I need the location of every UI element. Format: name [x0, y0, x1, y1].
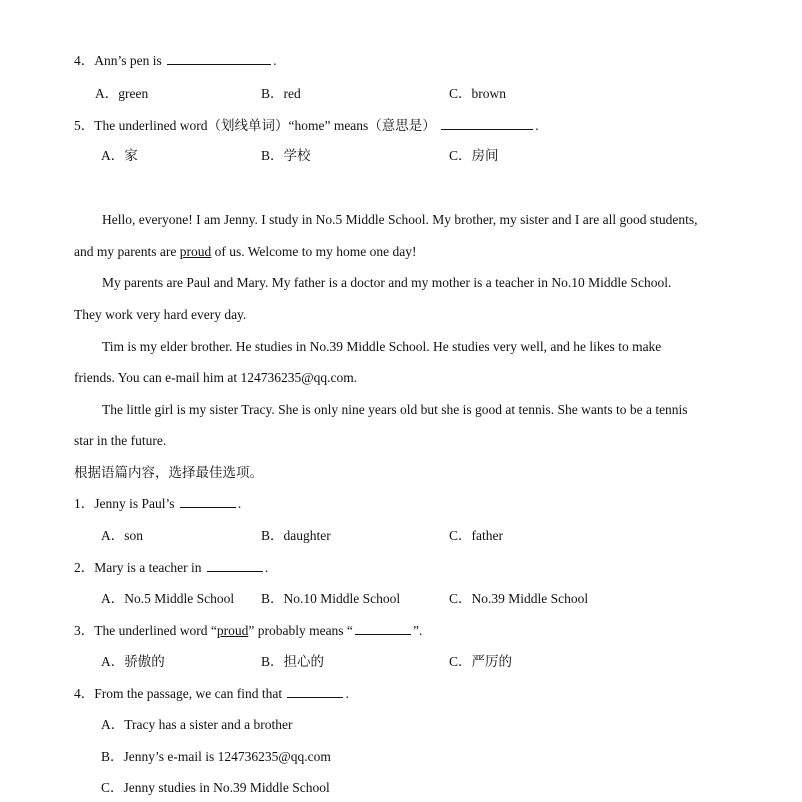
option-text: Jenny’s e-mail is 124736235@qq.com [123, 749, 331, 764]
question-end: . [264, 560, 269, 575]
underlined-word: proud [179, 244, 212, 259]
option-label: A． [101, 717, 125, 732]
answer-blank[interactable] [180, 496, 236, 508]
option-c[interactable] [449, 653, 512, 671]
option-text: 学校 [283, 148, 311, 163]
question-number: 5． [74, 118, 95, 133]
option-text: No.10 Middle School [283, 591, 401, 606]
question-text: Jenny is Paul’s [94, 496, 175, 511]
option-c[interactable] [449, 147, 499, 165]
option-c[interactable] [101, 779, 330, 797]
option-b[interactable] [261, 590, 400, 608]
option-a[interactable] [101, 716, 292, 734]
question-number: 4． [74, 686, 95, 701]
option-b[interactable] [261, 527, 331, 545]
underlined-word: proud [216, 623, 249, 638]
option-text: No.5 Middle School [124, 591, 235, 606]
option-label: A． [95, 86, 119, 101]
question-end: . [273, 53, 277, 68]
option-label: A． [101, 654, 125, 669]
answer-blank[interactable] [355, 623, 411, 635]
passage-p1-line1: Hello, everyone! I am Jenny. I study in No.5 Middle School. My brother, my sister and I are all good students, [102, 212, 698, 227]
option-text: green [118, 86, 149, 101]
option-text: daughter [283, 528, 331, 543]
question-number: 3． [74, 623, 95, 638]
option-label: C． [449, 654, 472, 669]
answer-blank[interactable] [207, 560, 263, 572]
passage-p2-line1: My parents are Paul and Mary. My father is a doctor and my mother is a teacher in No.10 Middle School. [102, 275, 672, 290]
passage-p4-line1: The little girl is my sister Tracy. She is only nine years old but she is good at tennis. She wants to be a tennis [102, 402, 688, 417]
option-c[interactable] [449, 590, 588, 608]
answer-blank[interactable] [167, 53, 271, 65]
option-label: C． [449, 148, 472, 163]
question-text: Ann’s pen is [94, 53, 162, 68]
passage-p1-line2 [74, 243, 416, 261]
question-1 [74, 495, 241, 513]
option-label: A． [101, 148, 125, 163]
option-a[interactable] [95, 85, 148, 103]
question-number: 1． [74, 496, 95, 511]
option-text: Jenny studies in No.39 Middle School [123, 780, 330, 795]
question-end: . [237, 496, 242, 511]
option-text: 骄傲的 [124, 654, 165, 669]
option-label: B． [261, 528, 284, 543]
question-number: 2． [74, 560, 95, 575]
question-text: The underlined word “ [94, 623, 217, 638]
passage-p3-line2: friends. You can e-mail him at 124736235@qq.com. [74, 370, 358, 385]
passage-p3-line1: Tim is my elder brother. He studies in No.39 Middle School. He studies very well, and he likes to make [102, 339, 662, 354]
question-text: Mary is a teacher in [94, 560, 202, 575]
option-a[interactable] [101, 653, 165, 671]
answer-blank[interactable] [441, 118, 533, 130]
option-b[interactable] [261, 85, 301, 103]
passage-p4-line2: star in the future. [74, 433, 167, 448]
option-b[interactable] [261, 653, 324, 671]
option-text: son [124, 528, 144, 543]
option-text: red [283, 86, 301, 101]
option-text: 担心的 [283, 654, 325, 669]
question-text: From the passage, we can find that [94, 686, 283, 701]
question-number: 4． [74, 53, 95, 68]
option-text: 严厉的 [471, 654, 513, 669]
option-text: father [471, 528, 503, 543]
question-2 [74, 559, 268, 577]
option-c[interactable] [449, 85, 506, 103]
option-label: A． [101, 528, 125, 543]
option-text: 家 [124, 148, 138, 163]
option-text: Tracy has a sister and a brother [124, 717, 293, 732]
option-text: No.39 Middle School [471, 591, 589, 606]
question-end: . [345, 686, 349, 701]
option-label: C． [449, 528, 472, 543]
option-label: C． [449, 86, 472, 101]
option-label: B． [101, 749, 124, 764]
option-a[interactable] [101, 527, 143, 545]
text: of us. Welcome to my home one day! [211, 244, 417, 259]
option-label: B． [261, 654, 284, 669]
passage-p2-line2: They work very hard every day. [74, 307, 247, 322]
option-label: B． [261, 86, 284, 101]
question-5-prev [74, 117, 539, 135]
option-b[interactable] [101, 748, 331, 766]
option-label: B． [261, 148, 284, 163]
option-text: 房间 [471, 148, 499, 163]
option-b[interactable] [261, 147, 311, 165]
option-label: C． [449, 591, 472, 606]
question-end: . [535, 118, 539, 133]
answer-blank[interactable] [287, 686, 343, 698]
option-c[interactable] [449, 527, 503, 545]
question-text: ” probably means “ [248, 623, 353, 638]
question-4-prev [74, 52, 277, 70]
option-label: C． [101, 780, 124, 795]
option-label: A． [101, 591, 125, 606]
question-3 [74, 622, 422, 640]
option-a[interactable] [101, 590, 234, 608]
option-text: brown [471, 86, 507, 101]
option-label: B． [261, 591, 284, 606]
option-a[interactable] [101, 147, 138, 165]
instruction: 根据语篇内容，选择最佳选项。 [74, 465, 263, 480]
question-text: The underlined word（划线单词）“home” means（意思是） [94, 118, 436, 133]
question-4 [74, 685, 349, 703]
question-end: ”. [412, 623, 423, 638]
text: and my parents are [74, 244, 180, 259]
